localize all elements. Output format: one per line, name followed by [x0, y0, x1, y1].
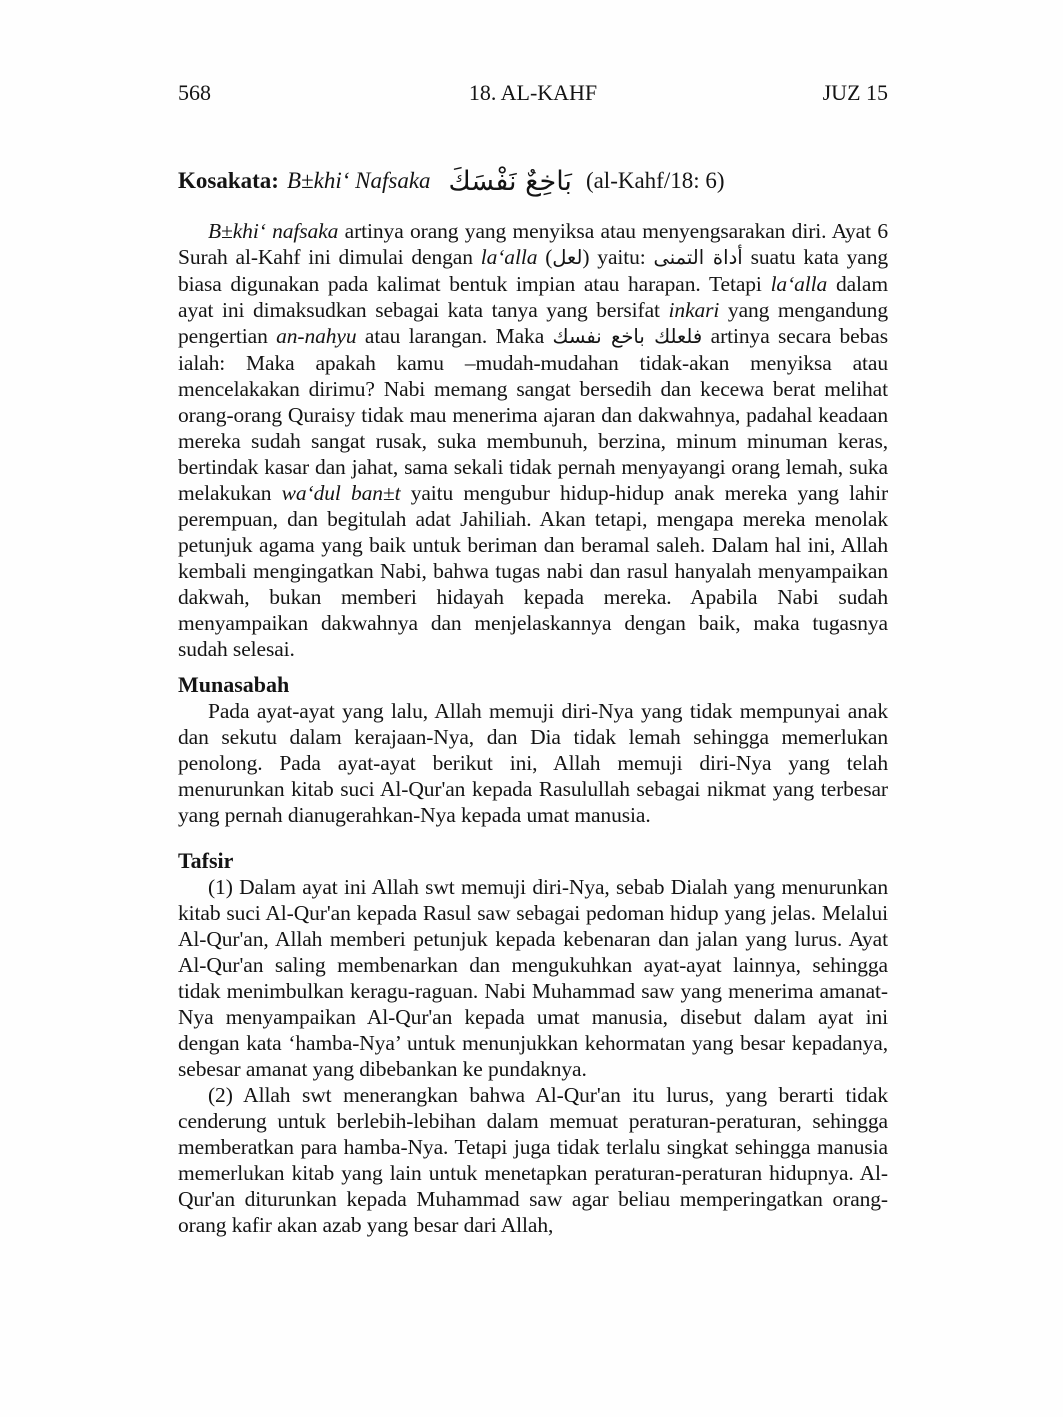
kosakata-term: B±khi‘ Nafsaka [286, 168, 431, 193]
text-run: Pada ayat-ayat yang lalu, Allah memuji diri-Nya yang tidak mempunyai anak dan sekutu dalam kerajaan-Nya, dan Dia tidak lemah sehingga memerlukan penolong. Pada ayat-ayat berikut ini, Allah memuji diri-Nya yang telah menurunkan kitab suci Al-Qur'an kepada Rasulullah sebagai nikmat yang terbesar yang pernah dianugerahkan-Nya kepada umat manusia. [178, 699, 888, 827]
paragraph [178, 218, 888, 662]
text-run: artinya secara bebas ialah: Maka apakah kamu –mudah-mudahan tidak-akan menyiksa atau mencelakakan dirimu? Nabi memang sangat bersedih dan kecewa berat melihat orang-orang Quraisy tidak mau menerima ajaran dan dakwahnya, padahal keadaan mereka sudah sangat rusak, suka membunuh, berzina, minum minuman keras, bertindak kasar dan jahat, sama sekali tidak pernah menyayangi orang lemah, suka melakukan [178, 324, 888, 505]
text-run: artinya orang yang menyiksa atau menyengsarakan diri. Ayat 6 Surah al-Kahf ini dimulai dengan [178, 219, 888, 269]
text-run: an-nahyu [276, 324, 357, 348]
paragraph [178, 698, 888, 828]
text-run: (1) Dalam ayat ini Allah swt memuji diri-Nya, sebab Dialah yang menurunkan kitab suci Al-Qur'an kepada Rasul saw sebagai pedoman hidup yang jelas. Melalui Al-Qur'an, Allah memberi petunjuk kepada kebenaran dan jalan yang lurus. Ayat Al-Qur'an saling membenarkan dan mengukuhkan ayat-ayat lainnya, sehingga tidak menimbulkan keragu-raguan. Nabi Muhammad saw yang menerima amanat-Nya menyampaikan Al-Qur'an kepada umat manusia, disebut dalam ayat ini dengan kata ‘hamba-Nya’ untuk menunjukkan kehormatan yang besar kepadanya, sebesar amanat yang dibebankan ke pundaknya. [178, 875, 888, 1081]
inline-arabic-text: فلعلك باخع نفسك [552, 325, 703, 348]
text-run: la‘alla [770, 272, 828, 296]
paragraph [178, 874, 888, 1082]
text-run: ( [537, 245, 553, 269]
page-content [178, 80, 888, 1238]
kosakata-arabic-text: بَاخِعٌ نَفْسَكَ [448, 165, 572, 197]
text-run: yaitu mengubur hidup-hidup anak mereka yang lahir perempuan, dan begitulah adat Jahiliah. Akan tetapi, mengapa mereka menolak petunjuk agama yang baik untuk beriman dan beramal saleh. Dalam hal ini, Allah kembali mengingatkan Nabi, bahwa tugas nabi dan rasul hanyalah menyampaikan dakwah, bukan memberi hidayah kepada mereka. Apabila Nabi sudah menyampaikan dakwahnya dan menjelaskannya dengan baik, maka tugasnya sudah selesai. [178, 481, 888, 661]
text-run: suatu kata yang biasa digunakan pada kalimat bentuk impian atau harapan. Tetapi [178, 245, 889, 296]
text-run: B±khi‘ nafsaka [208, 219, 339, 243]
juz-label: JUZ 15 [822, 80, 889, 105]
text-run: atau larangan. Maka [356, 324, 553, 348]
text-run: la‘alla [480, 245, 538, 269]
text-run: yang mengandung pengertian [178, 298, 888, 348]
running-header [178, 80, 888, 106]
text-run: (2) Allah swt menerangkan bahwa Al-Qur'an itu lurus, yang berarti tidak cenderung untuk berlebih-lebihan dalam memuat peraturan-peraturan, sehingga memberatkan para hamba-Nya. Tetapi juga tidak terlalu singkat sehingga manusia memerlukan kitab yang lain untuk menetapkan peraturan-peraturan hidupnya. Al-Qur'an diturunkan kepada Muhammad saw agar beliau memperingatkan orang-orang kafir akan azab yang besar dari Allah, [178, 1083, 888, 1237]
paragraph [178, 1082, 888, 1238]
kosakata-line [178, 158, 888, 204]
text-run: dalam ayat ini dimaksudkan sebagai kata tanya yang bersifat [178, 272, 888, 322]
inline-arabic-text: أداة التمنى [653, 246, 743, 269]
section-heading: Tafsir [178, 848, 234, 873]
section-heading: Munasabah [178, 672, 290, 697]
text-run: inkari [668, 298, 720, 322]
verse-reference: (al-Kahf/18: 6) [585, 168, 725, 193]
surah-title: 18. AL-KAHF [468, 80, 598, 105]
kosakata-label: Kosakata: [178, 168, 279, 193]
document-body [178, 218, 888, 1238]
text-run: ) yaitu: [582, 245, 654, 269]
text-run: wa‘dul ban±t [281, 481, 401, 505]
page-number: 568 [178, 80, 211, 105]
inline-arabic-text: لعل [552, 246, 583, 269]
